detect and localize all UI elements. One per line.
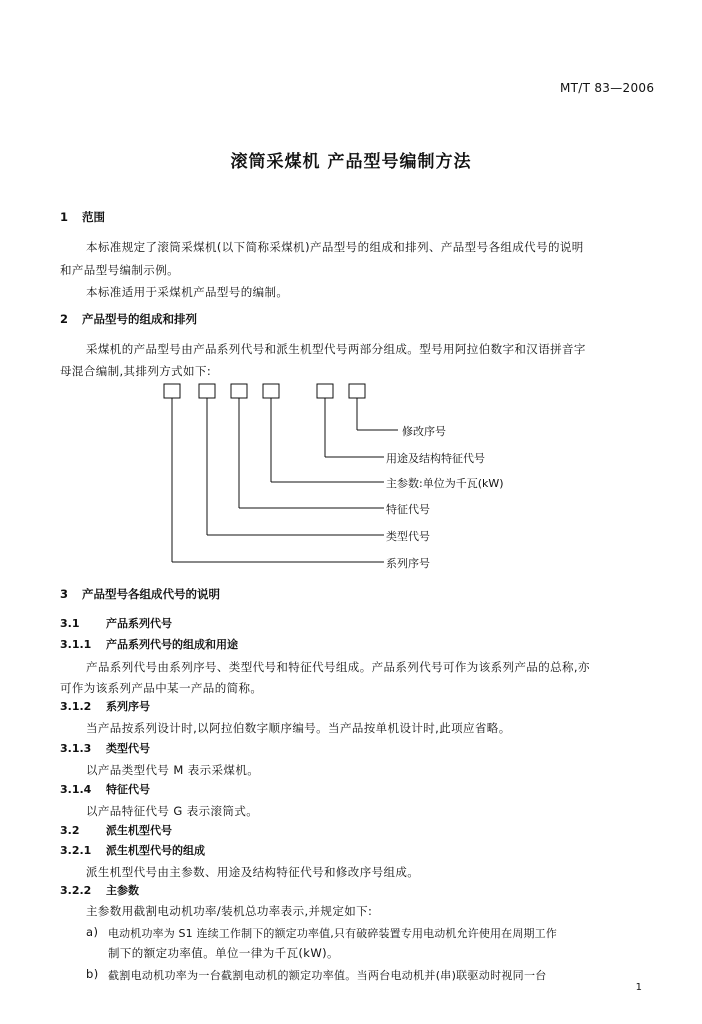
paragraph-line: 以产品类型代号 M 表示采煤机。 [86,763,260,777]
paragraph-line: 采煤机的产品型号由产品系列代号和派生机型代号两部分组成。型号用阿拉伯数字和汉语拼音字 [86,342,586,356]
list-item-line: 制下的额定功率值。单位一律为千瓦(kW)。 [108,946,339,960]
subsection-heading [60,781,150,797]
paragraph-line: 当产品按系列设计时,以阿拉伯数字顺序编号。当产品按单机设计时,此项应省略。 [86,721,511,735]
subsection-number: 3.1.3 [60,742,92,755]
subsection-number: 3.2 [60,824,80,837]
page-number: 1 [635,982,642,993]
subsection-heading [60,842,205,858]
subsection-title: 特征代号 [106,783,150,796]
diagram-label: 主参数:单位为千瓦(kW) [386,477,504,490]
subsection-number: 3.1.4 [60,783,92,796]
subsection-title: 产品系列代号 [106,617,172,630]
diagram-label: 修改序号 [402,425,446,438]
section-number: 1 [60,210,69,224]
code-box-revision [349,384,365,398]
paragraph-line: 母混合编制,其排列方式如下: [60,364,212,378]
paragraph-line: 本标准规定了滚筒采煤机(以下简称采煤机)产品型号的组成和排列、产品型号各组成代号的说明 [86,240,584,254]
diagram-label: 用途及结构特征代号 [386,452,485,465]
paragraph-line: 和产品型号编制示例。 [60,263,179,277]
subsection-number: 3.1.2 [60,700,92,713]
code-box-purpose-structure [317,384,333,398]
subsection-heading [60,698,150,714]
subsection-heading [60,636,238,652]
paragraph-line: 本标准适用于采煤机产品型号的编制。 [86,285,289,299]
subsection-number: 3.1 [60,617,80,630]
page-title: 滚筒采煤机 产品型号编制方法 [230,152,472,172]
list-item-label: b) [86,967,99,981]
subsection-heading [60,615,172,631]
section-title: 产品型号各组成代号的说明 [82,587,220,601]
paragraph-line: 可作为该系列产品中某一产品的简称。 [60,681,263,695]
subsection-number: 3.1.1 [60,638,92,651]
section-number: 2 [60,312,69,326]
subsection-number: 3.2.1 [60,844,92,857]
subsection-number: 3.2.2 [60,884,92,897]
paragraph-line: 产品系列代号由系列序号、类型代号和特征代号组成。产品系列代号可作为该系列产品的总称,亦 [86,660,590,674]
code-box-type [199,384,215,398]
code-box-feature [231,384,247,398]
section-title: 产品型号的组成和排列 [82,312,197,326]
paragraph-line: 派生机型代号由主参数、用途及结构特征代号和修改序号组成。 [86,865,420,879]
code-box-series [164,384,180,398]
standard-number: MT/T 83—2006 [560,81,655,95]
subsection-heading [60,740,150,756]
subsection-heading [60,822,172,838]
paragraph-line: 以产品特征代号 G 表示滚筒式。 [86,804,259,818]
diagram-label: 系列序号 [386,557,430,570]
section-number: 3 [60,587,69,601]
subsection-title: 产品系列代号的组成和用途 [106,638,238,651]
paragraph-line: 主参数用截割电动机功率/装机总功率表示,并规定如下: [86,904,373,918]
diagram-label: 特征代号 [386,503,430,516]
subsection-heading [60,882,139,898]
subsection-title: 主参数 [106,884,139,897]
subsection-title: 派生机型代号的组成 [106,844,205,857]
code-box-main-parameter [263,384,279,398]
diagram-label: 类型代号 [386,530,430,543]
subsection-title: 类型代号 [106,742,150,755]
subsection-title: 派生机型代号 [106,824,172,837]
list-item-label: a) [86,925,99,939]
section-3-heading [60,586,220,602]
subsection-title: 系列序号 [106,700,150,713]
list-item-line: 截割电动机功率为一台截割电动机的额定功率值。当两台电动机并(串)联驱动时视同一台 [108,969,547,982]
section-title: 范围 [82,210,105,224]
list-item-line: 电动机功率为 S1 连续工作制下的额定功率值,只有破碎装置专用电动机允许使用在周期工作 [108,927,557,940]
